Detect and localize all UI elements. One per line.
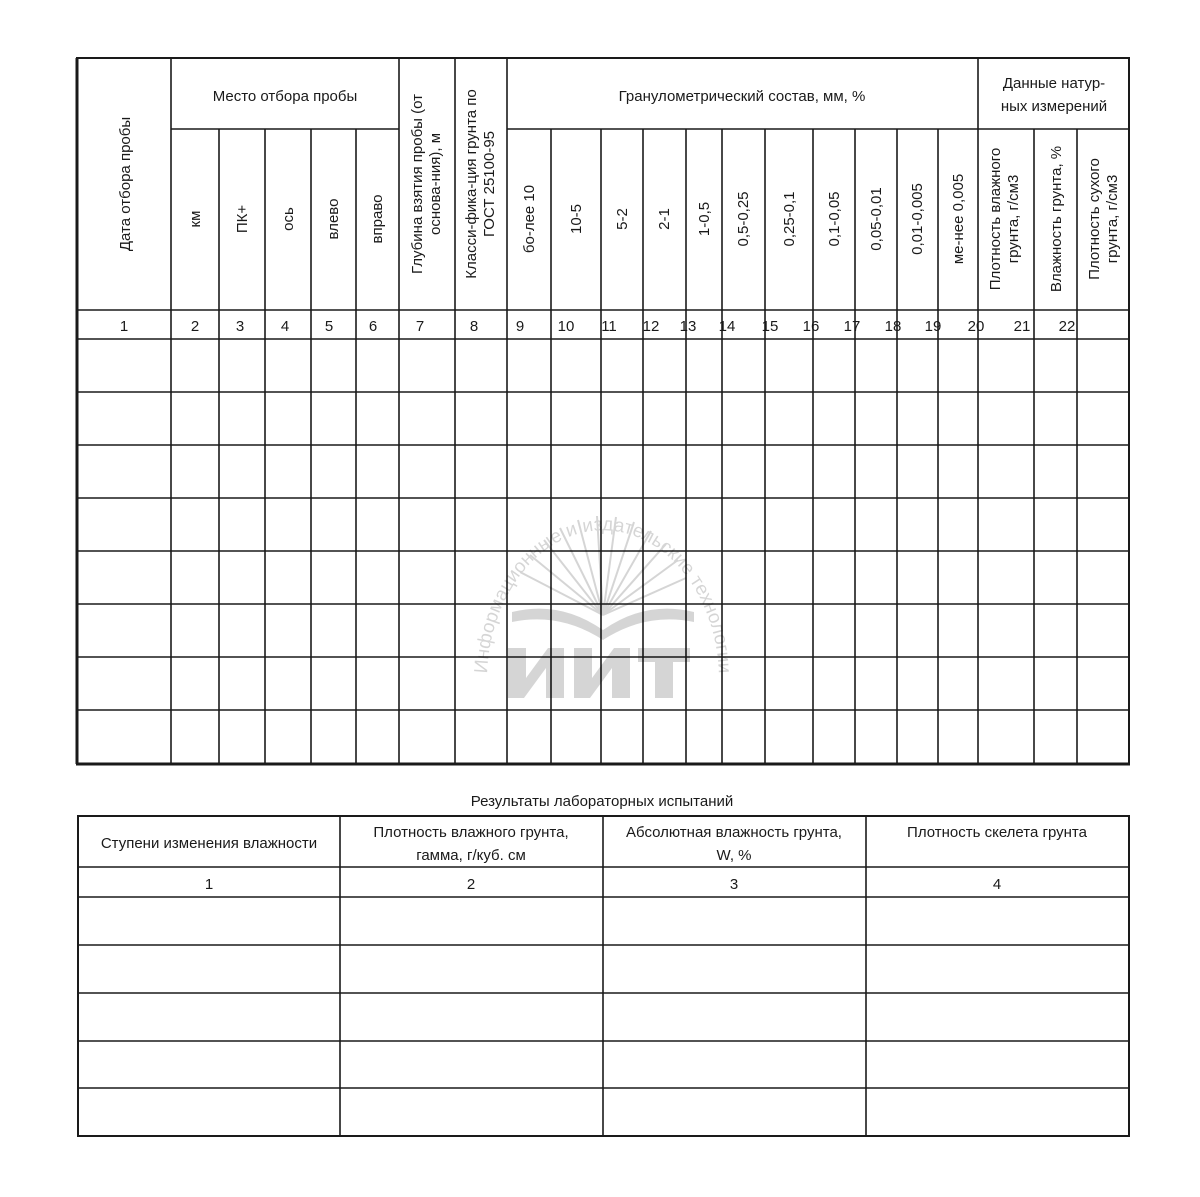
header-grain-col: бо-лее 10 (521, 184, 538, 254)
header-depth-line2: основа-ния), м (427, 132, 444, 236)
header-field-dry-density-line1: Плотность сухого (1086, 158, 1103, 280)
column-number: 10 (557, 318, 575, 335)
header-field-wet-density-line2: грунта, г/см3 (1005, 174, 1022, 264)
header-location-right: вправо (369, 194, 386, 244)
column-number: 19 (924, 318, 942, 335)
header-grain-col: 5-2 (614, 208, 631, 230)
lab-column-number: 3 (729, 876, 739, 893)
header-grain-col: 0,05-0,01 (868, 187, 885, 251)
header-location-km: км (187, 210, 204, 228)
header-grain-col: 2-1 (656, 208, 673, 230)
lab-results-table (77, 793, 1130, 1136)
header-field-wet-density-line1: Плотность влажного (987, 147, 1004, 291)
column-number: 20 (967, 318, 985, 335)
header-location-left: влево (325, 198, 342, 240)
lab-column-number: 4 (992, 876, 1002, 893)
header-grain-col: 1-0,5 (696, 201, 713, 237)
header-field-group-line2: ных измерений (1000, 98, 1108, 115)
main-table-column-numbers (120, 318, 1076, 335)
lab-header-wet-density-line1: Плотность влажного грунта, (373, 824, 569, 841)
column-number: 14 (718, 318, 736, 335)
column-number: 16 (802, 318, 820, 335)
header-location-axis: ось (280, 207, 297, 231)
lab-header-abs-moisture-line2: W, % (716, 847, 752, 864)
header-location-group: Место отбора пробы (212, 88, 358, 105)
main-table-header (117, 75, 1121, 292)
column-number: 21 (1013, 318, 1031, 335)
column-number: 2 (190, 318, 200, 335)
lab-results-title: Результаты лабораторных испытаний (470, 793, 734, 810)
column-number: 8 (469, 318, 479, 335)
header-field-dry-density-line2: грунта, г/см3 (1104, 174, 1121, 264)
column-number: 11 (601, 318, 617, 335)
lab-header-skeleton-density: Плотность скелета грунта (907, 824, 1087, 841)
lab-header-moisture-steps: Ступени изменения влажности (100, 835, 318, 852)
svg-text:Информационные и издательские: Информационные и издательские техноло ии (471, 514, 735, 675)
column-number: 13 (679, 318, 697, 335)
header-grain-group: Гранулометрический состав, мм, % (618, 88, 866, 105)
column-number: 18 (884, 318, 902, 335)
column-number: 9 (515, 318, 525, 335)
header-depth-line1: Глубина взятия пробы (от (409, 93, 426, 275)
header-field-moisture: Влажность грунта, % (1048, 145, 1065, 293)
column-number: 5 (324, 318, 334, 335)
header-classification-line2: ГОСТ 25100-95 (481, 130, 498, 238)
header-sample-date: Дата отбора пробы (117, 116, 134, 252)
lab-column-number: 1 (204, 876, 214, 893)
column-number: 17 (843, 318, 861, 335)
header-grain-col: 0,1-0,05 (826, 191, 843, 247)
lab-column-number: 2 (466, 876, 476, 893)
column-number: 4 (280, 318, 290, 335)
header-grain-col: 0,5-0,25 (735, 191, 752, 247)
header-grain-col: 0,25-0,1 (781, 191, 798, 247)
column-number: 22 (1058, 318, 1076, 335)
column-number: 6 (368, 318, 378, 335)
header-grain-col: 10-5 (568, 203, 585, 235)
column-number: 3 (235, 318, 245, 335)
header-classification-line1: Класси-фика-ция грунта по (463, 89, 480, 279)
lab-header-abs-moisture-line1: Абсолютная влажность грунта, (626, 824, 842, 841)
header-field-group-line1: Данные натур- (1002, 75, 1106, 92)
column-number: 7 (415, 318, 425, 335)
lab-header-wet-density-line2: гамма, г/куб. см (416, 847, 526, 864)
column-number: 12 (642, 318, 660, 335)
header-grain-col: 0,01-0,005 (909, 183, 926, 255)
header-location-pk: ПК+ (234, 204, 251, 234)
column-number: 1 (119, 318, 129, 335)
main-table-grid (76, 58, 1130, 764)
header-grain-col: ме-нее 0,005 (950, 173, 967, 265)
column-number: 15 (761, 318, 779, 335)
